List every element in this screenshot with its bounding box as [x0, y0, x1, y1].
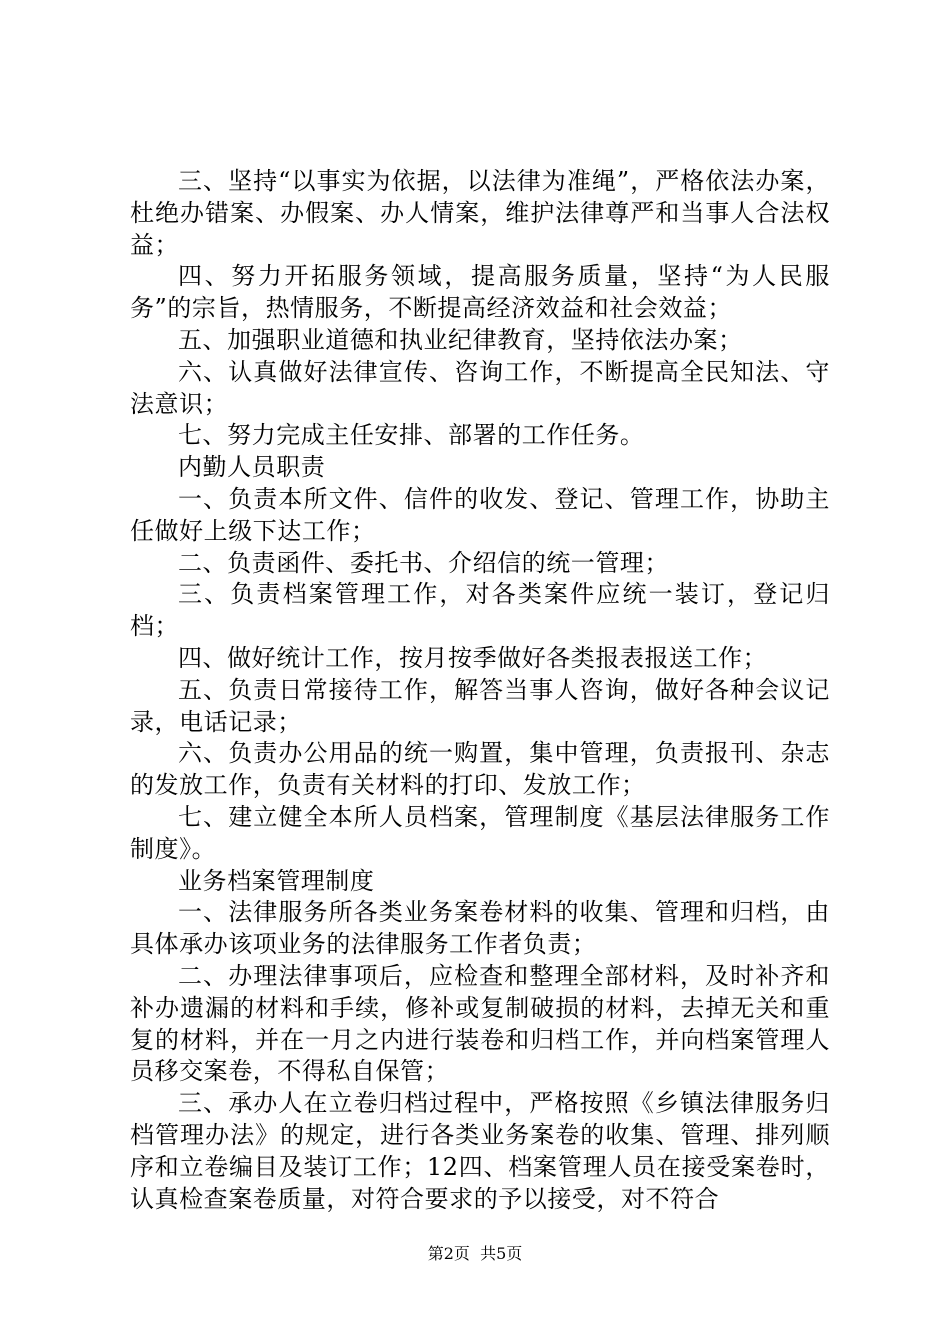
- paragraph-lawyer-duty-6: 六、认真做好法律宣传、咨询工作，不断提高全民知法、守法意识；: [130, 357, 830, 418]
- paragraph-clerk-duty-2: 二、负责函件、委托书、介绍信的统一管理；: [178, 548, 669, 577]
- paragraph-clerk-duty-5: 五、负责日常接待工作，解答当事人咨询，做好各种会议记录，电话记录；: [130, 675, 830, 736]
- paragraph-clerk-duty-3: 三、负责档案管理工作，对各类案件应统一装订，登记归档；: [130, 580, 830, 641]
- paragraph-lawyer-duty-3: 三、坚持“以事实为依据，以法律为准绳”，严格依法办案，杜绝办错案、办假案、办人情案，维护法律尊严和当事人合法权益；: [130, 167, 830, 259]
- paragraph-clerk-duty-1: 一、负责本所文件、信件的收发、登记、管理工作，协助主任做好上级下达工作；: [130, 484, 830, 545]
- page-number-label: 第2页 共5页: [427, 1244, 523, 1263]
- paragraph-archive-rule-2: 二、办理法律事项后，应检查和整理全部材料，及时补齐和补办遗漏的材料和手续，修补或复制破损的材料，去掉无关和重复的材料，并在一月之内进行装卷和归档工作，并向档案管理人员移交案卷，不得私自保管；: [130, 961, 830, 1086]
- paragraph-lawyer-duty-5: 五、加强职业道德和执业纪律教育，坚持依法办案；: [178, 325, 743, 354]
- section-heading-archive-rules: 业务档案管理制度: [178, 866, 375, 895]
- paragraph-lawyer-duty-4: 四、努力开拓服务领域，提高服务质量，坚持“为人民服务”的宗旨，热情服务，不断提高经济效益和社会效益；: [130, 262, 830, 323]
- paragraph-clerk-duty-6: 六、负责办公用品的统一购置，集中管理，负责报刊、杂志的发放工作，负责有关材料的打印、发放工作；: [130, 739, 830, 800]
- page-footer: [0, 1244, 950, 1264]
- section-heading-clerk-duties: 内勤人员职责: [178, 453, 326, 482]
- document-body: [130, 166, 830, 1215]
- paragraph-archive-rule-3: 三、承办人在立卷归档过程中，严格按照《乡镇法律服务归档管理办法》的规定，进行各类业务案卷的收集、管理、排列顺序和立卷编目及装订工作；12四、档案管理人员在接受案卷时，认真检查案卷质量，对符合要求的予以接受，对不符合: [130, 1089, 830, 1213]
- paragraph-lawyer-duty-7: 七、努力完成主任安排、部署的工作任务。: [178, 421, 645, 450]
- paragraph-clerk-duty-7: 七、建立健全本所人员档案，管理制度《基层法律服务工作制度》。: [130, 802, 830, 863]
- paragraph-archive-rule-1: 一、法律服务所各类业务案卷材料的收集、管理和归档，由具体承办该项业务的法律服务工作者负责；: [130, 898, 830, 959]
- paragraph-clerk-duty-4: 四、做好统计工作，按月按季做好各类报表报送工作；: [178, 643, 768, 672]
